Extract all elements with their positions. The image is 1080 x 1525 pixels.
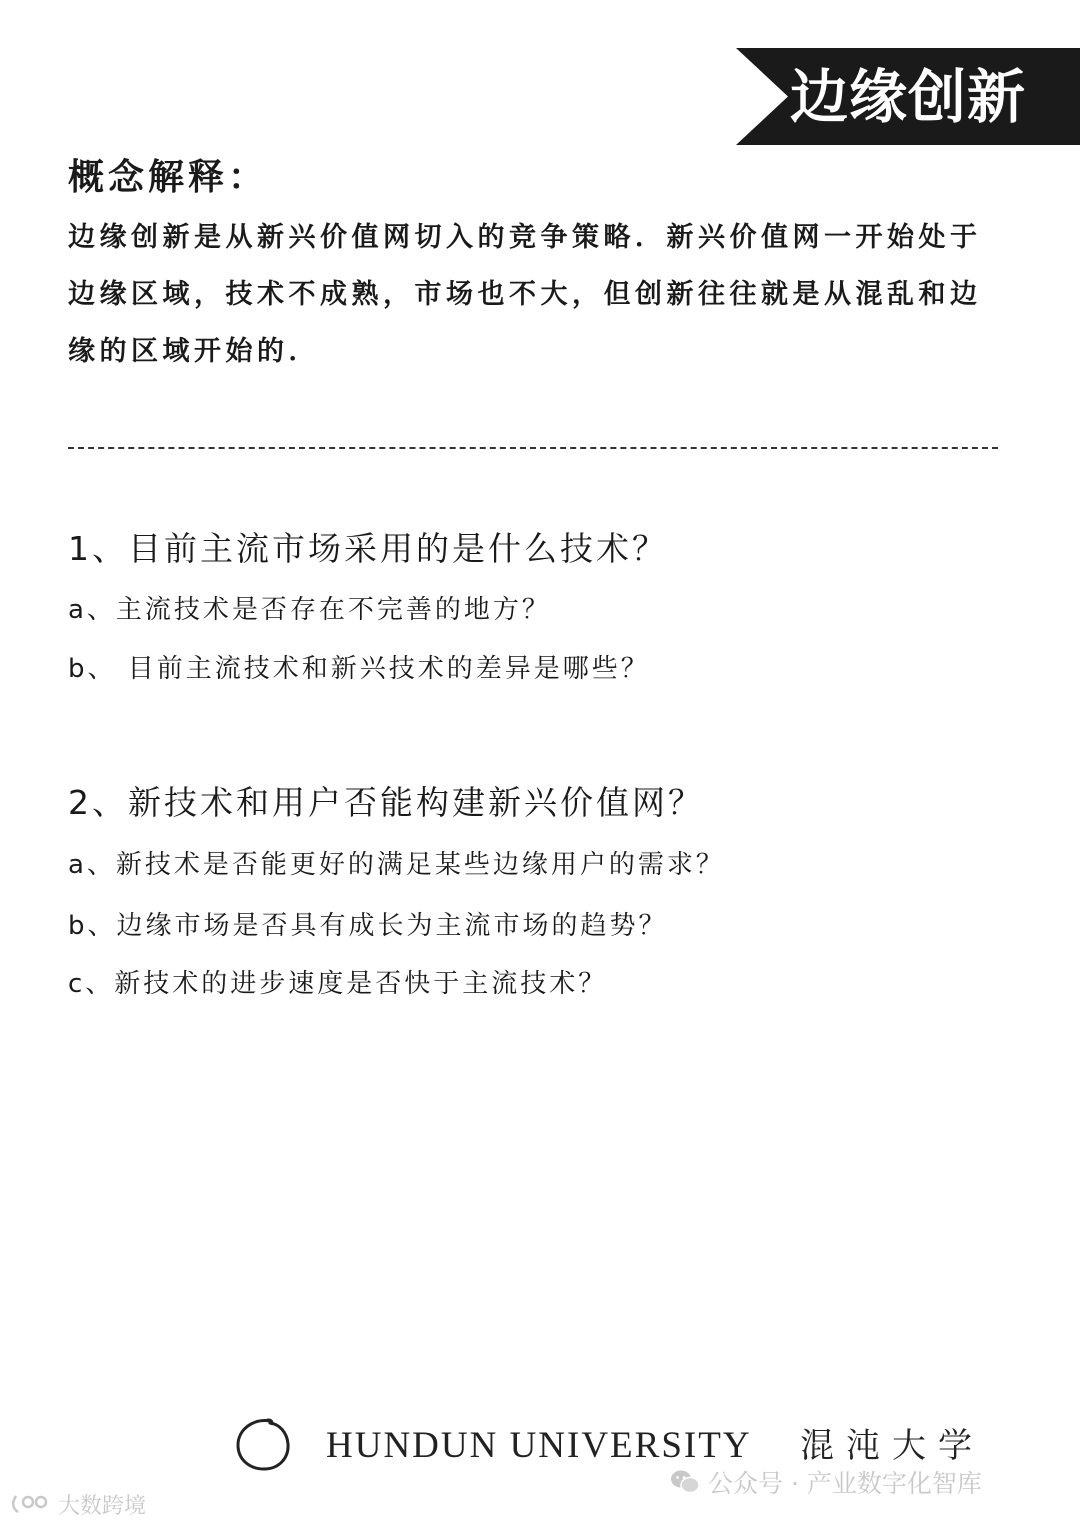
concept-line: 边缘区域，技术不成熟，市场也不大，但创新往往就是从混乱和边	[68, 279, 982, 310]
watermark-left-text: 大数跨境	[58, 1493, 147, 1519]
question-2-sub-a: a、新技术是否能更好的满足某些边缘用户的需求？	[68, 850, 725, 880]
question-1-sub-b: b、 目前主流技术和新兴技术的差异是哪些？	[68, 654, 650, 684]
watermark-right	[670, 1462, 982, 1502]
dashed-divider	[68, 447, 998, 449]
concept-paragraph	[68, 209, 1008, 380]
question-2-sub-c: c、新技术的进步速度是否快于主流技术？	[68, 969, 608, 999]
wechat-icon	[670, 1469, 700, 1495]
page-title: 边缘创新	[790, 63, 1027, 131]
university-name: HUNDUN UNIVERSITY	[326, 1425, 752, 1466]
brand-icon	[12, 1492, 52, 1516]
question-2-title: 2、新技术和用户否能构建新兴价值网？	[68, 783, 704, 822]
concept-heading: 概念解释：	[68, 157, 269, 198]
question-2-sub-b: b、边缘市场是否具有成长为主流市场的趋势？	[68, 911, 668, 941]
concept-line: 边缘创新是从新兴价值网切入的竞争策略．新兴价值网一开始处于	[68, 222, 982, 253]
watermark-right-text: 公众号 · 产业数字化智库	[708, 1469, 982, 1498]
concept-line: 缘的区域开始的．	[68, 336, 320, 367]
university-name-cn: 混沌大学	[800, 1426, 984, 1466]
watermark-left	[12, 1486, 146, 1522]
question-1-title: 1、目前主流市场采用的是什么技术？	[68, 529, 668, 568]
hundun-logo-icon	[234, 1416, 292, 1472]
question-1-sub-a: a、主流技术是否存在不完善的地方？	[68, 595, 551, 625]
